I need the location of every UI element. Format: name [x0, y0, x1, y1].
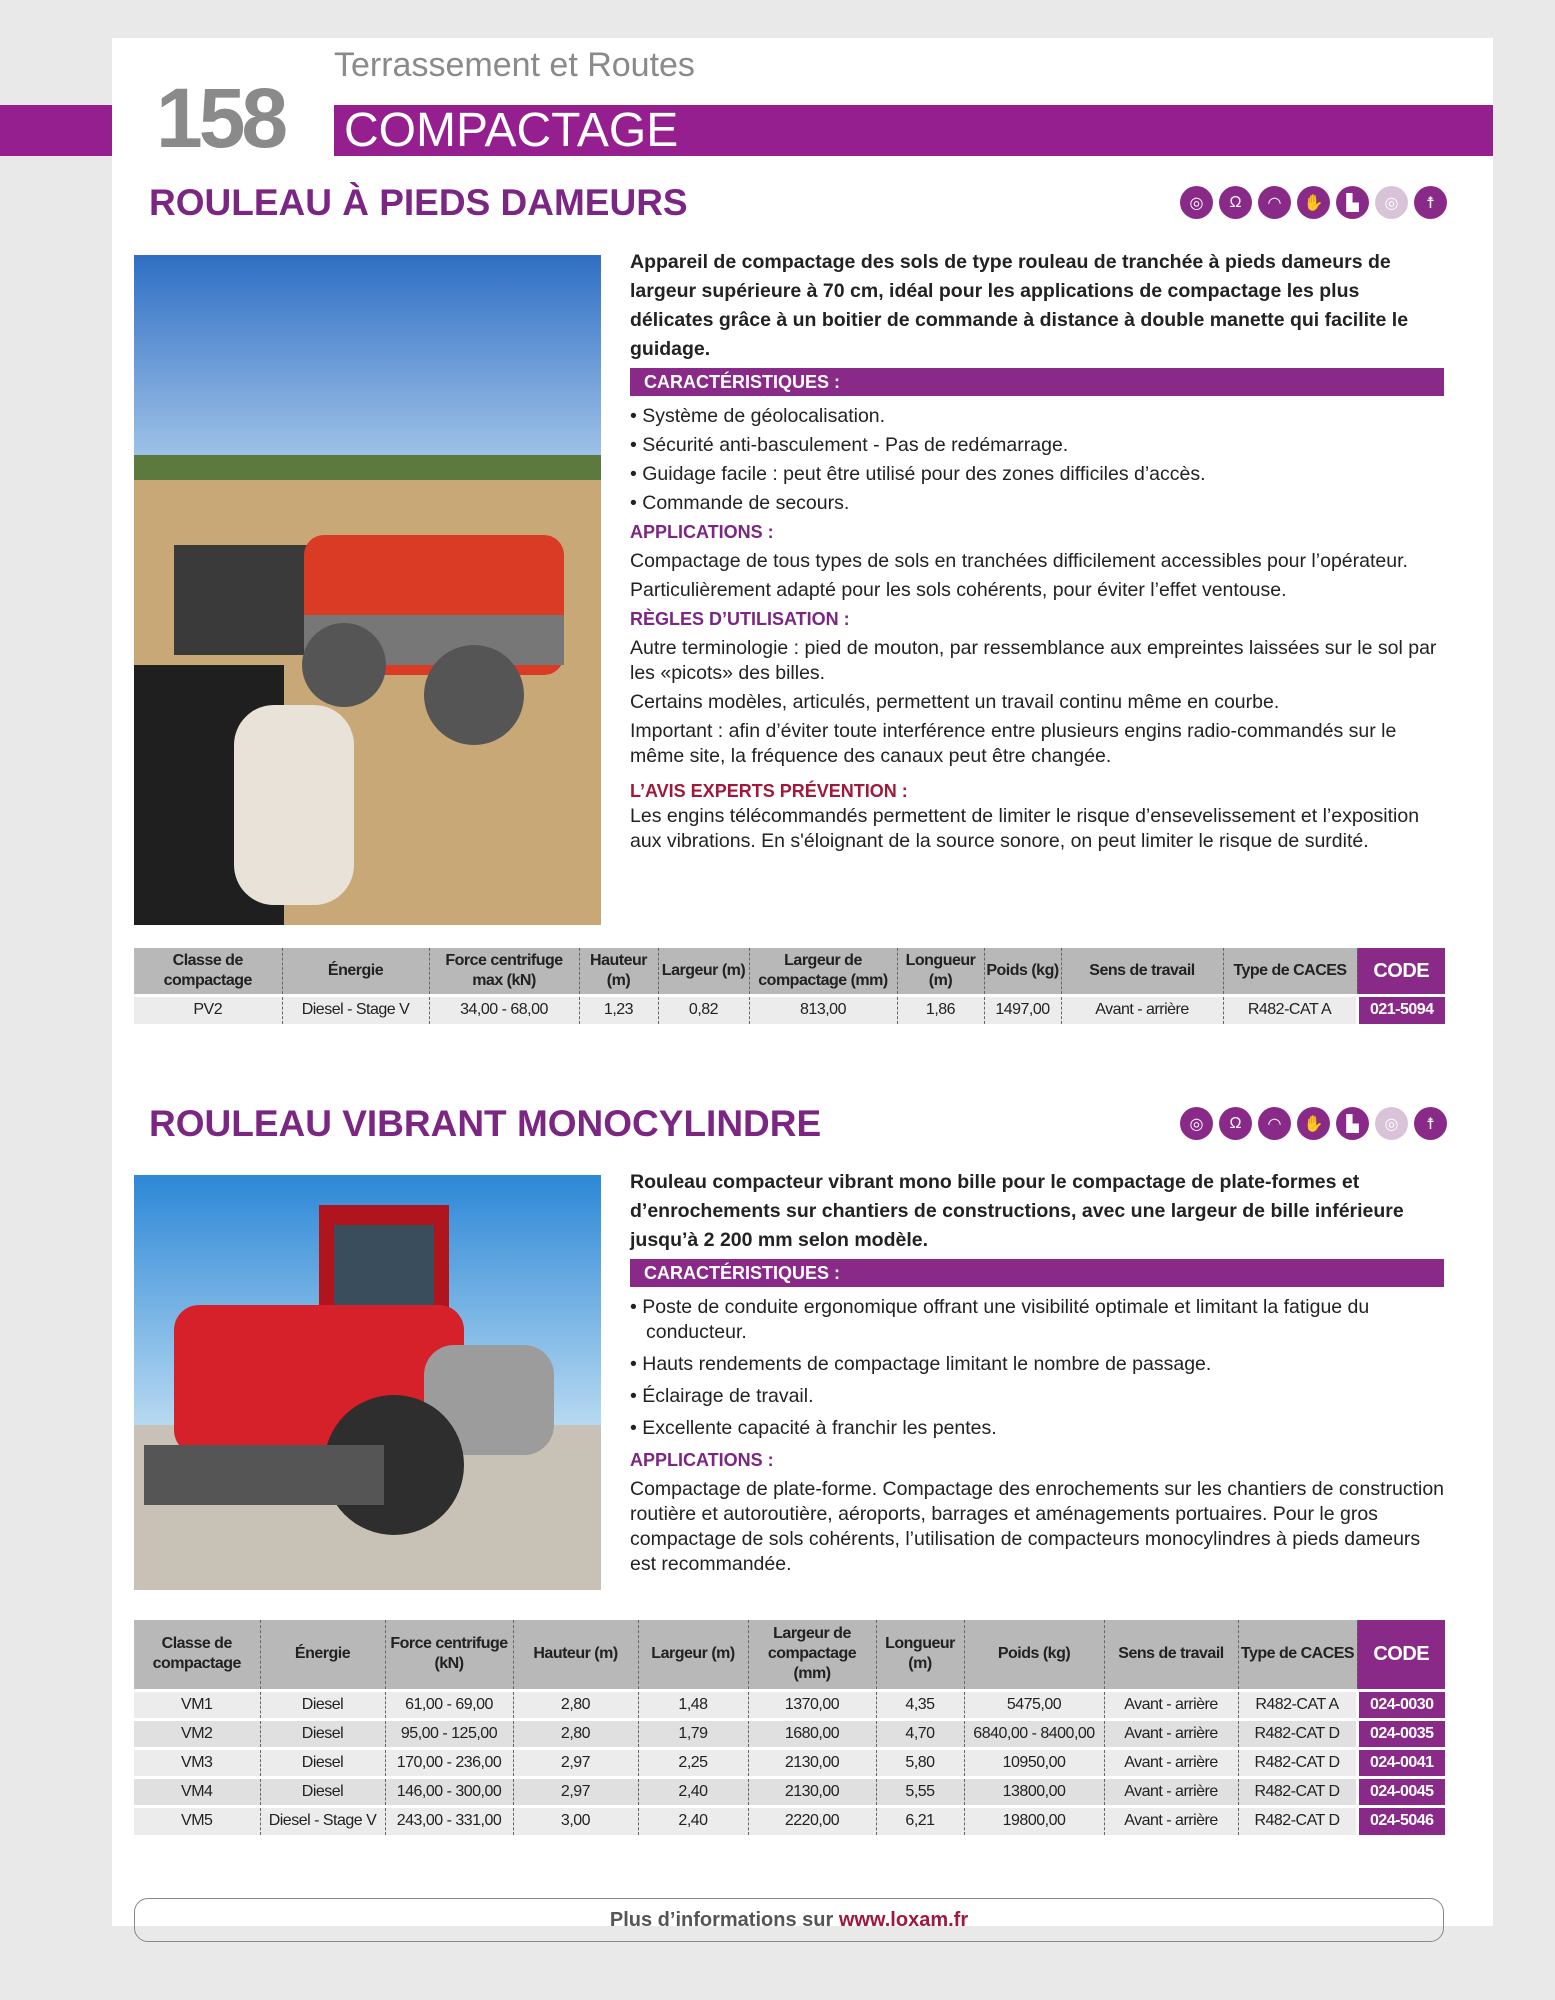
table-cell: VM3: [134, 1748, 260, 1777]
table-cell: R482-CAT D: [1238, 1806, 1357, 1835]
feature-item: • Excellente capacité à franchir les pentes.: [630, 1417, 997, 1439]
coverall-icon: ☨: [1414, 1107, 1447, 1140]
product-code: 024-0035: [1357, 1719, 1445, 1748]
section-title-bar: COMPACTAGE: [334, 105, 1493, 156]
column-header: Largeur de compactage (mm): [748, 1620, 876, 1690]
table-cell: 2220,00: [748, 1806, 876, 1835]
table-cell: 1,86: [897, 995, 984, 1024]
features-heading: CARACTÉRISTIQUES :: [630, 1259, 1444, 1287]
table-cell: 1,48: [638, 1690, 748, 1719]
table-row: [134, 1719, 1445, 1748]
specs-table-single-drum-roller: [134, 1620, 1445, 1835]
table-cell: 0,82: [658, 995, 749, 1024]
table-cell: 2,25: [638, 1748, 748, 1777]
column-header: Sens de travail: [1104, 1620, 1238, 1690]
product-code: 024-0030: [1357, 1690, 1445, 1719]
column-header: Type de CACES: [1238, 1620, 1357, 1690]
table-cell: Avant - arrière: [1061, 995, 1223, 1024]
table-cell: 10950,00: [964, 1748, 1104, 1777]
features-heading: CARACTÉRISTIQUES :: [630, 368, 1444, 396]
product-photo-trench-roller: [134, 255, 601, 925]
table-cell: Diesel: [260, 1777, 385, 1806]
applications-heading: APPLICATIONS :: [630, 1450, 774, 1470]
hard-hat-icon: ◠: [1258, 186, 1291, 219]
table-header-row: [134, 948, 1445, 995]
product-code: 024-5046: [1357, 1806, 1445, 1835]
product-title: ROULEAU VIBRANT MONOCYLINDRE: [149, 1103, 822, 1144]
column-header: Sens de travail: [1061, 948, 1223, 995]
safety-boots-icon: ▙: [1336, 1107, 1369, 1140]
column-header: Hauteur (m): [513, 1620, 638, 1690]
column-header: Type de CACES: [1223, 948, 1357, 995]
table-row: [134, 1777, 1445, 1806]
table-cell: Avant - arrière: [1104, 1690, 1238, 1719]
table-cell: 2,40: [638, 1806, 748, 1835]
table-cell: 1370,00: [748, 1690, 876, 1719]
table-cell: 5475,00: [964, 1690, 1104, 1719]
product-photo-single-drum-roller: [134, 1175, 601, 1590]
face-shield-icon: ◎: [1375, 186, 1408, 219]
column-header: Classe de compactage: [134, 1620, 260, 1690]
rules-text: Certains modèles, articulés, permettent un travail continu même en courbe.: [630, 691, 1280, 713]
expert-text: Les engins télécommandés permettent de limiter le risque d’ensevelissement et l’exposition aux vibrations. En s'éloignant de la source sonore, on peut limiter le risque de surdité.: [630, 805, 1420, 852]
specs-table-trench-roller: [134, 948, 1445, 1024]
table-cell: 2,40: [638, 1777, 748, 1806]
table-cell: Diesel: [260, 1690, 385, 1719]
hard-hat-icon: ◠: [1258, 1107, 1291, 1140]
table-cell: PV2: [134, 995, 282, 1024]
table-cell: 5,80: [876, 1748, 964, 1777]
table-cell: R482-CAT D: [1238, 1719, 1357, 1748]
table-cell: R482-CAT D: [1238, 1777, 1357, 1806]
applications-text: Compactage de plate-forme. Compactage des enrochements sur les chantiers de construction routière et autoroutière, aéroports, barrages et aménagements portuaires. Pour le gros compactage de sols cohérents, l’utilisation de compacteurs monocylindres à pieds dameurs est recommandée.: [630, 1478, 1445, 1575]
applications-heading: APPLICATIONS :: [630, 522, 774, 542]
table-cell: R482-CAT A: [1223, 995, 1357, 1024]
table-cell: R482-CAT A: [1238, 1690, 1357, 1719]
ppe-icons: [1180, 186, 1447, 219]
column-header: Largeur de compactage (mm): [749, 948, 897, 995]
table-cell: 1680,00: [748, 1719, 876, 1748]
product-code: 024-0045: [1357, 1777, 1445, 1806]
column-header: Force centrifuge (kN): [385, 1620, 513, 1690]
table-cell: 13800,00: [964, 1777, 1104, 1806]
column-header: Largeur (m): [638, 1620, 748, 1690]
table-cell: 6840,00 - 8400,00: [964, 1719, 1104, 1748]
column-header: Force centrifuge max (kN): [429, 948, 579, 995]
feature-item: • Poste de conduite ergonomique offrant une visibilité optimale et limitant la fatigue du conducteur.: [630, 1296, 1370, 1343]
page-number: 158: [156, 71, 285, 165]
table-cell: Diesel - Stage V: [260, 1806, 385, 1835]
table-cell: 1,23: [579, 995, 658, 1024]
table-cell: Avant - arrière: [1104, 1806, 1238, 1835]
feature-item: • Éclairage de travail.: [630, 1385, 814, 1407]
table-cell: 4,35: [876, 1690, 964, 1719]
table-cell: Avant - arrière: [1104, 1748, 1238, 1777]
column-header: Poids (kg): [984, 948, 1061, 995]
table-cell: 2,97: [513, 1777, 638, 1806]
category-title: Terrassement et Routes: [334, 46, 695, 84]
gloves-icon: ✋: [1297, 1107, 1330, 1140]
ear-protection-icon: Ω: [1219, 1107, 1252, 1140]
column-header: CODE: [1357, 1620, 1445, 1690]
table-cell: 1497,00: [984, 995, 1061, 1024]
website-link[interactable]: www.loxam.fr: [838, 1909, 969, 1931]
column-header: Énergie: [282, 948, 429, 995]
table-cell: VM2: [134, 1719, 260, 1748]
table-cell: 813,00: [749, 995, 897, 1024]
table-cell: 243,00 - 331,00: [385, 1806, 513, 1835]
footer-info: [134, 1898, 1444, 1942]
table-cell: 2,80: [513, 1690, 638, 1719]
table-cell: R482-CAT D: [1238, 1748, 1357, 1777]
table-cell: 34,00 - 68,00: [429, 995, 579, 1024]
product-code: 024-0041: [1357, 1748, 1445, 1777]
table-cell: 4,70: [876, 1719, 964, 1748]
table-cell: Avant - arrière: [1104, 1719, 1238, 1748]
table-cell: 61,00 - 69,00: [385, 1690, 513, 1719]
column-header: Longueur (m): [897, 948, 984, 995]
face-shield-icon: ◎: [1375, 1107, 1408, 1140]
coverall-icon: ☨: [1414, 186, 1447, 219]
applications-text: Compactage de tous types de sols en tranchées difficilement accessibles pour l’opérateur.: [630, 550, 1408, 572]
accent-band: [0, 105, 112, 156]
table-cell: 1,79: [638, 1719, 748, 1748]
table-header-row: [134, 1620, 1445, 1690]
table-row: [134, 1690, 1445, 1719]
table-cell: 170,00 - 236,00: [385, 1748, 513, 1777]
table-row: [134, 995, 1445, 1024]
applications-text: Particulièrement adapté pour les sols cohérents, pour éviter l’effet ventouse.: [630, 579, 1287, 601]
table-cell: 2130,00: [748, 1777, 876, 1806]
table-cell: 5,55: [876, 1777, 964, 1806]
table-cell: 6,21: [876, 1806, 964, 1835]
ppe-icons: [1180, 1107, 1447, 1140]
table-cell: 2,80: [513, 1719, 638, 1748]
table-cell: VM5: [134, 1806, 260, 1835]
table-row: [134, 1806, 1445, 1835]
table-cell: Diesel - Stage V: [282, 995, 429, 1024]
table-row: [134, 1748, 1445, 1777]
intro-text: Rouleau compacteur vibrant mono bille pour le compactage de plate-formes et d’enrochements sur chantiers de constructions, avec une largeur de bille inférieure jusqu’à 2 200 mm selon modèle.: [630, 1171, 1404, 1251]
column-header: Largeur (m): [658, 948, 749, 995]
table-cell: Diesel: [260, 1748, 385, 1777]
expert-heading: L’AVIS EXPERTS PRÉVENTION :: [630, 781, 908, 801]
ear-protection-icon: Ω: [1219, 186, 1252, 219]
column-header: Énergie: [260, 1620, 385, 1690]
feature-item: • Hauts rendements de compactage limitant le nombre de passage.: [630, 1353, 1212, 1375]
intro-text: Appareil de compactage des sols de type rouleau de tranchée à pieds dameurs de largeur supérieure à 70 cm, idéal pour les applications de compactage les plus délicates grâce à un boitier de commande à distance à double manette qui facilite le guidage.: [630, 251, 1409, 360]
safety-glasses-icon: ◎: [1180, 186, 1213, 219]
table-cell: 2130,00: [748, 1748, 876, 1777]
table-cell: 3,00: [513, 1806, 638, 1835]
table-cell: Avant - arrière: [1104, 1777, 1238, 1806]
feature-item: • Sécurité anti-basculement - Pas de redémarrage.: [630, 434, 1069, 456]
table-cell: 2,97: [513, 1748, 638, 1777]
column-header: Hauteur (m): [579, 948, 658, 995]
feature-item: • Guidage facile : peut être utilisé pour des zones difficiles d’accès.: [630, 463, 1206, 485]
rules-heading: RÈGLES D’UTILISATION :: [630, 609, 850, 629]
gloves-icon: ✋: [1297, 186, 1330, 219]
column-header: CODE: [1357, 948, 1445, 995]
product-title: ROULEAU À PIEDS DAMEURS: [149, 182, 688, 223]
column-header: Longueur (m): [876, 1620, 964, 1690]
rules-text: Important : afin d’éviter toute interférence entre plusieurs engins radio-commandés sur le même site, la fréquence des canaux peut être changée.: [630, 720, 1397, 767]
table-cell: Diesel: [260, 1719, 385, 1748]
footer-text: Plus d’informations sur: [609, 1909, 839, 1931]
feature-item: • Commande de secours.: [630, 492, 850, 514]
table-cell: 19800,00: [964, 1806, 1104, 1835]
product-description: [630, 1168, 1444, 1581]
safety-boots-icon: ▙: [1336, 186, 1369, 219]
column-header: Poids (kg): [964, 1620, 1104, 1690]
table-cell: 95,00 - 125,00: [385, 1719, 513, 1748]
column-header: Classe de compactage: [134, 948, 282, 995]
product-description: [630, 248, 1444, 858]
feature-item: • Système de géolocalisation.: [630, 405, 886, 427]
safety-glasses-icon: ◎: [1180, 1107, 1213, 1140]
product-code: 021-5094: [1357, 995, 1445, 1024]
table-cell: VM1: [134, 1690, 260, 1719]
table-cell: VM4: [134, 1777, 260, 1806]
table-cell: 146,00 - 300,00: [385, 1777, 513, 1806]
rules-text: Autre terminologie : pied de mouton, par ressemblance aux empreintes laissées sur le sol par les «picots» des billes.: [630, 637, 1437, 684]
